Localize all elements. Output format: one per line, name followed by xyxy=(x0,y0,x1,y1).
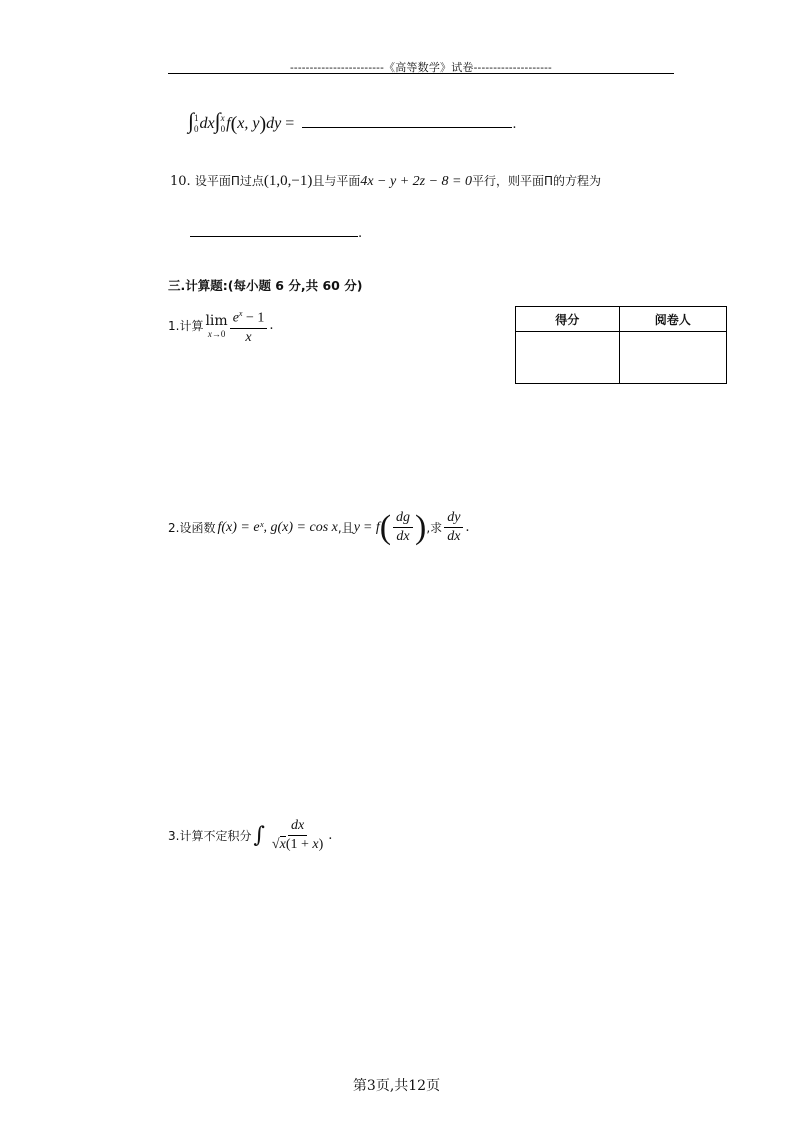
q10-text-c: 平行，则平面Π的方程为 xyxy=(472,174,602,188)
q10-end: . xyxy=(358,226,363,241)
problem-3-visual: ∫ $\frac{dx}{√x(1 + x)}$ xyxy=(253,818,324,852)
grader-cell[interactable] xyxy=(619,332,726,384)
problem-2-end: . xyxy=(465,520,470,535)
problem-3 xyxy=(168,818,332,853)
q10-point: (1,0,−1) xyxy=(263,173,313,189)
score-header: 得分 xyxy=(516,307,620,332)
score-cell[interactable] xyxy=(516,332,620,384)
problem-2-expr3-visual: $\frac{dy}{dx}$ xyxy=(444,510,463,545)
problem-2-text-b: ,求 xyxy=(426,521,443,535)
q10-line xyxy=(170,172,601,190)
grader-header: 阅卷人 xyxy=(619,307,726,332)
page-header: ------------------------《高等数学》试卷-------------------- xyxy=(290,61,552,74)
q9-answer-blank[interactable] xyxy=(302,127,512,128)
q10-answer-blank[interactable] xyxy=(190,236,358,237)
q9-integral-line xyxy=(188,108,516,136)
problem-2-expr2-visual: y = f ( $\frac{dg}{dx}$ ) xyxy=(353,508,427,546)
q10-number: 10. xyxy=(170,174,191,189)
section3-title: 三.计算题:(每小题 6 分,共 60 分) xyxy=(168,278,363,293)
q9-end: . xyxy=(512,117,517,132)
problem-2-text-a: ,且 xyxy=(337,521,354,535)
q9-integral-visual: ∫ 1 0 dx∫ x 0 f(x, y)dy = xyxy=(188,108,295,135)
problem-1-label: 1.计算 xyxy=(168,319,204,334)
problem-1-visual: lim x→0 $\frac{e^x - 1}{x}$ xyxy=(203,306,269,346)
q10-answer-line xyxy=(190,226,362,241)
q10-text-b: 且与平面 xyxy=(312,174,361,188)
problem-2 xyxy=(168,510,470,545)
problem-3-label: 3.计算不定积分 xyxy=(168,829,252,843)
problem-1 xyxy=(168,306,274,346)
problem-2-label: 2.设函数 xyxy=(168,521,216,535)
score-table xyxy=(515,306,727,384)
q10-plane: 4x − y + 2z − 8 = 0 xyxy=(360,174,472,189)
problem-2-expr: f(x) = eˣ, g(x) = cos x xyxy=(217,519,338,535)
page-footer: 第3页,共12页 xyxy=(352,1078,441,1094)
problem-3-end: . xyxy=(328,828,333,843)
header-rule xyxy=(168,73,674,74)
problem-1-end: . xyxy=(269,318,274,334)
q10-text-a: 设平面Π过点 xyxy=(194,174,264,188)
